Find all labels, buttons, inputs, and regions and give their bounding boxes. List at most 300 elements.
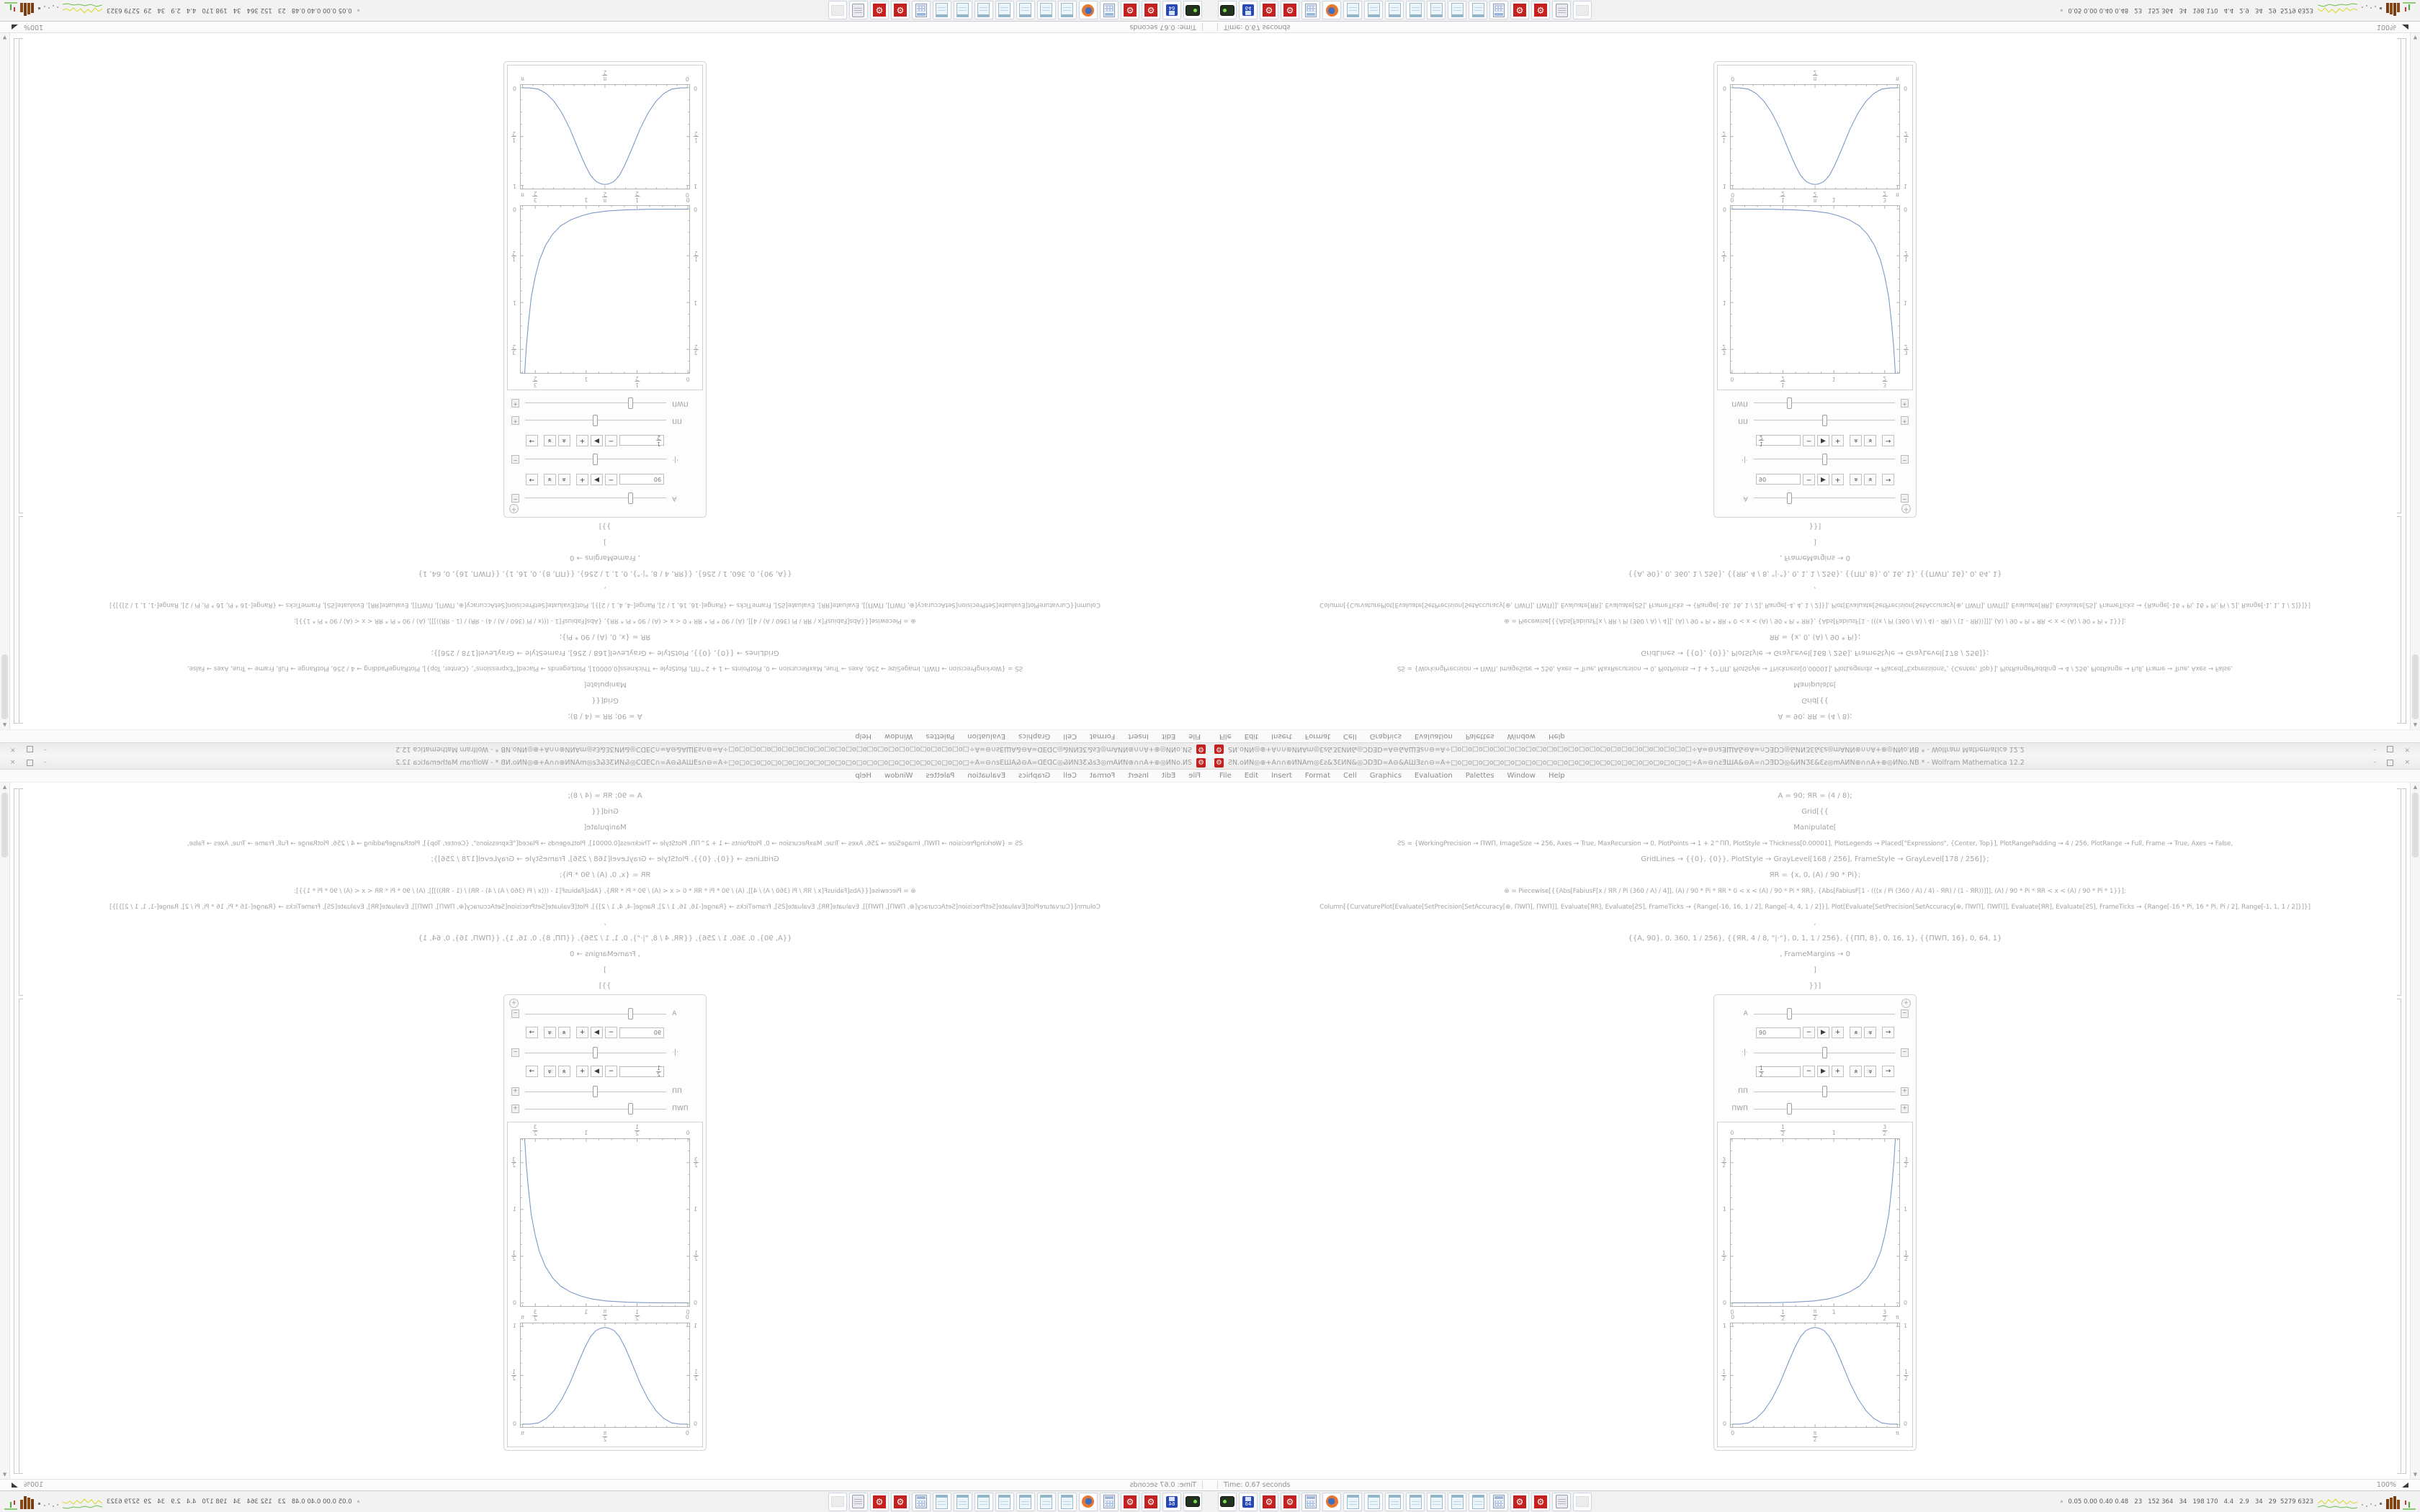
scrollbar-thumb[interactable] xyxy=(2412,793,2419,858)
magnification-level[interactable]: 100% xyxy=(2376,23,2396,31)
decrement-button[interactable]: − xyxy=(1803,474,1815,485)
calculator-icon[interactable] xyxy=(912,1493,931,1511)
menu-item-edit[interactable]: Edit xyxy=(1161,732,1176,740)
vertical-scrollbar[interactable] xyxy=(2410,33,2420,729)
media-drive-icon[interactable] xyxy=(1218,1493,1237,1511)
code-line[interactable]: ⊕ = Piecewise[{{Abs[FabiusF[x / ЯR / Pi (360 / A) / 4]], (A) / 90 * Pi * ЯR * 0 < x < (A) / 90 * Pi * ЯR}, {Abs[FabiusF[1 - (((x / Pi (360 / A) / 4) - ЯR) / (1 - ЯR))]]], (A) / 90 * Pi * ЯR < x < (A) / 90 * Pi * 1}}]; xyxy=(1504,617,2126,624)
floppy-64-icon[interactable] xyxy=(1162,1493,1181,1511)
menu-item-evaluation[interactable]: Evaluation xyxy=(967,732,1006,740)
menu-item-cell[interactable]: Cell xyxy=(1063,772,1077,780)
play-button[interactable]: ▶ xyxy=(1817,1066,1829,1077)
inactive-app-icon[interactable] xyxy=(828,1493,847,1511)
notepad-icon[interactable] xyxy=(1469,1,1487,20)
magnification-level[interactable]: 100% xyxy=(2376,1481,2396,1489)
slider-value-field[interactable]: $\frac{1}{2}$ xyxy=(619,1066,664,1077)
notepad-icon[interactable] xyxy=(1343,1493,1362,1511)
menu-item-edit[interactable]: Edit xyxy=(1244,772,1259,780)
notepad-icon[interactable] xyxy=(1364,1,1383,20)
slower-icon[interactable]: » xyxy=(544,474,556,485)
menu-item-window[interactable]: Window xyxy=(884,772,913,780)
menu-item-format[interactable]: Format xyxy=(1089,732,1116,740)
notepad-icon[interactable] xyxy=(1385,1493,1404,1511)
menu-item-insert[interactable]: Insert xyxy=(1128,772,1149,780)
play-button[interactable]: ▶ xyxy=(1817,435,1829,446)
menu-item-window[interactable]: Window xyxy=(1507,772,1536,780)
play-button[interactable]: ▶ xyxy=(1817,1027,1829,1038)
code-line[interactable]: Manipulate[ xyxy=(583,680,627,688)
cell-group-bracket[interactable] xyxy=(14,38,18,724)
close-button[interactable]: × xyxy=(10,746,16,754)
menu-item-window[interactable]: Window xyxy=(1507,732,1536,740)
slider-thumb[interactable] xyxy=(1822,1086,1827,1097)
slower-icon[interactable]: » xyxy=(1864,474,1876,485)
decrement-button[interactable]: − xyxy=(605,1027,617,1038)
notepad-icon[interactable] xyxy=(1016,1,1035,20)
slider-value-field[interactable]: 90 xyxy=(1756,474,1801,485)
slider-track[interactable] xyxy=(525,1047,666,1058)
code-line[interactable]: ⊕ = Piecewise[{{Abs[FabiusF[x / ЯR / Pi (360 / A) / 4]], (A) / 90 * Pi * ЯR * 0 < x < (A) / 90 * Pi * ЯR}, {Abs[FabiusF[1 - (((x / Pi (360 / A) / 4) - ЯR) / (1 - ЯR))]]], (A) / 90 * Pi * ЯR < x < (A) / 90 * Pi * 1}}]; xyxy=(294,617,916,624)
menu-item-format[interactable]: Format xyxy=(1304,732,1331,740)
input-cell-bracket[interactable] xyxy=(19,788,23,996)
slider-track[interactable] xyxy=(1754,454,1895,465)
menu-item-file[interactable]: File xyxy=(1219,772,1232,780)
code-line[interactable]: , FrameMargins → 0 xyxy=(1780,950,1850,958)
notepad-icon[interactable] xyxy=(1427,1,1446,20)
code-line[interactable]: Column[{CurvaturePlot[Evaluate[SetPrecision[SetAccuracy[⊕, ПWП], ПWП]], Evaluate[ЯR], Evaluate[ƧS], FrameTicks → {Range[-16, 16, 1 / 2], Range[-4, 4, 1 / 2]}], Plot[Evaluate[SetPrecision[SetAccuracy[⊕, ПWП], ПWП]], Evaluate[ЯR], Evaluate[ƧS], FrameTicks → {Range[-16 * Pi, 16 * Pi, Pi / 2], Range[-1, 1, 1 / 2]}]}] xyxy=(109,601,1101,608)
slider-value-field[interactable]: $\frac{1}{2}$ xyxy=(1756,1066,1801,1077)
slower-icon[interactable]: » xyxy=(544,1066,556,1077)
code-line[interactable]: ƧS = {WorkingPrecision → ПWП, ImageSize → 256, Axes → True, MaxRecursion → 0, PlotPoints → 1 + 2^ПП, PlotStyle → Thickness[0.00001], PlotLegends → Placed["Expressions", {Center, Top}], PlotRangePadding → 4 / 256, PlotRange → Full, Frame → True, Axes → False, xyxy=(187,840,1023,847)
increment-button[interactable]: + xyxy=(1832,435,1844,446)
menu-item-palettes[interactable]: Palettes xyxy=(926,772,955,780)
magnification-level[interactable]: 100% xyxy=(24,23,44,31)
window-title-bar[interactable] xyxy=(1210,756,2420,770)
notepad-icon[interactable] xyxy=(1385,1,1404,20)
menu-item-file[interactable]: File xyxy=(1188,732,1201,740)
code-line[interactable]: ] xyxy=(1814,538,1816,546)
collapse-controls-button[interactable]: − xyxy=(511,1048,519,1057)
scroll-up-icon[interactable]: ▲ xyxy=(2413,784,2418,790)
cell-group-bracket[interactable] xyxy=(2402,788,2406,1474)
expand-controls-button[interactable]: + xyxy=(511,416,519,425)
firefox-icon[interactable] xyxy=(1322,1,1341,20)
code-line[interactable]: Grid[{{ xyxy=(1801,696,1829,704)
code-line[interactable]: GridLines → {{0}, {0}}, PlotStyle → GrayLevel[168 / 256], FrameStyle → GrayLevel[178 / 256]}; xyxy=(1641,649,1989,657)
play-button[interactable]: ▶ xyxy=(1817,474,1829,485)
code-line[interactable]: Grid[{{ xyxy=(591,696,619,704)
collapse-controls-button[interactable]: − xyxy=(1901,455,1909,464)
notepad-icon[interactable] xyxy=(1406,1493,1425,1511)
floppy-64-icon[interactable] xyxy=(1162,1,1181,20)
slider-track[interactable] xyxy=(525,492,666,504)
output-cell-bracket[interactable] xyxy=(2397,38,2401,513)
slider-thumb[interactable] xyxy=(593,1047,598,1058)
slider-track[interactable] xyxy=(525,415,666,426)
code-line[interactable]: {{A, 90}, 0, 360, 1 / 256}, {{ЯR, 4 / 8, "|·"}, 0, 1, 1 / 256}, {{ПП, 8}, 0, 16, 1}, {{ПWП, 16}, 0, 64, 1} xyxy=(418,570,792,577)
input-cell[interactable] xyxy=(0,788,1210,994)
slider-value-field[interactable]: 1 2 xyxy=(1756,436,1801,446)
increment-button[interactable]: + xyxy=(1832,474,1844,485)
code-line[interactable]: , FrameMargins → 0 xyxy=(1780,554,1850,562)
notepad-icon[interactable] xyxy=(974,1493,993,1511)
increment-button[interactable]: + xyxy=(1832,1066,1844,1077)
vertical-scrollbar[interactable] xyxy=(0,783,10,1479)
collapse-controls-button[interactable]: − xyxy=(1901,1048,1909,1057)
mathematica-kernel-icon[interactable] xyxy=(1142,1493,1160,1511)
increment-button[interactable]: + xyxy=(576,1066,588,1077)
menu-item-palettes[interactable]: Palettes xyxy=(926,732,955,740)
notebook-area[interactable] xyxy=(1210,783,2420,1479)
calculator-icon[interactable] xyxy=(1301,1493,1320,1511)
magnification-menu-icon[interactable] xyxy=(12,1482,18,1488)
notepad-icon[interactable] xyxy=(954,1,972,20)
menu-item-insert[interactable]: Insert xyxy=(1271,772,1292,780)
slider-thumb[interactable] xyxy=(628,1103,633,1115)
collapse-controls-button[interactable]: − xyxy=(1901,494,1909,503)
input-cell-bracket[interactable] xyxy=(19,516,23,724)
slider-track[interactable] xyxy=(1754,1008,1895,1020)
code-line[interactable]: , xyxy=(1814,585,1816,593)
slower-icon[interactable]: » xyxy=(1864,435,1876,446)
slider-thumb[interactable] xyxy=(628,1008,633,1020)
scroll-icon[interactable] xyxy=(849,1,868,20)
mathematica-kernel-icon[interactable] xyxy=(1260,1,1278,20)
expand-controls-button[interactable]: + xyxy=(1901,1104,1909,1113)
slower-icon[interactable]: » xyxy=(1864,1027,1876,1038)
notepad-icon[interactable] xyxy=(995,1,1014,20)
tray-expand-icon[interactable]: « xyxy=(354,1500,362,1503)
play-button[interactable]: ▶ xyxy=(591,435,603,446)
decrement-button[interactable]: − xyxy=(605,435,617,446)
code-line[interactable]: GridLines → {{0}, {0}}, PlotStyle → GrayLevel[168 / 256], FrameStyle → GrayLevel[178 / 256]}; xyxy=(431,649,779,657)
notepad-icon[interactable] xyxy=(1469,1493,1487,1511)
faster-icon[interactable]: « xyxy=(558,435,570,446)
code-line[interactable]: ⊕ = Piecewise[{{Abs[FabiusF[x / ЯR / Pi (360 / A) / 4]], (A) / 90 * Pi * ЯR * 0 < x < (A) / 90 * Pi * ЯR}, {Abs[FabiusF[1 - (((x / Pi (360 / A) / 4) - ЯR) / (1 - ЯR))]]], (A) / 90 * Pi * ЯR < x < (A) / 90 * Pi * 1}}]; xyxy=(294,888,916,895)
code-line[interactable]: GridLines → {{0}, {0}}, PlotStyle → GrayLevel[168 / 256], FrameStyle → GrayLevel[178 / 256]}; xyxy=(1641,855,1989,863)
code-line[interactable]: {{A, 90}, 0, 360, 1 / 256}, {{ЯR, 4 / 8, "|·"}, 0, 1, 1 / 256}, {{ПП, 8}, 0, 16, 1}, {{ПWП, 16}, 0, 64, 1} xyxy=(1628,935,2002,942)
direction-icon[interactable]: → xyxy=(1882,1027,1894,1038)
calculator-icon[interactable] xyxy=(1100,1493,1119,1511)
decrement-button[interactable]: − xyxy=(1803,435,1815,446)
slider-thumb[interactable] xyxy=(628,492,633,504)
notepad-icon[interactable] xyxy=(1016,1493,1035,1511)
slider-thumb[interactable] xyxy=(1822,1047,1827,1058)
faster-icon[interactable]: « xyxy=(558,1066,570,1077)
input-cell[interactable] xyxy=(1210,788,2420,994)
faster-icon[interactable]: « xyxy=(558,474,570,485)
direction-icon[interactable]: → xyxy=(526,474,538,485)
faster-icon[interactable]: « xyxy=(1850,474,1862,485)
slider-thumb[interactable] xyxy=(1787,1103,1792,1115)
slider-value-field[interactable]: 90 xyxy=(619,1027,664,1038)
slider-value-field[interactable]: 90 xyxy=(619,474,664,485)
notepad-icon[interactable] xyxy=(1343,1,1362,20)
code-line[interactable]: ƧS = {WorkingPrecision → ПWП, ImageSize → 256, Axes → True, MaxRecursion → 0, PlotPoints → 1 + 2^ПП, PlotStyle → Thickness[0.00001], PlotLegends → Placed["Expressions", {Center, Top}], PlotRangePadding → 4 / 256, PlotRange → Full, Frame → True, Axes → False, xyxy=(1397,665,2233,672)
cell-group-bracket[interactable] xyxy=(14,788,18,1474)
tray-expand-icon[interactable]: « xyxy=(2058,9,2066,12)
code-line[interactable]: Column[{CurvaturePlot[Evaluate[SetPrecision[SetAccuracy[⊕, ПWП], ПWП]], Evaluate[ЯR], Evaluate[ƧS], FrameTicks → {Range[-16, 16, 1 / 2], Range[-4, 4, 1 / 2]}], Plot[Evaluate[SetPrecision[SetAccuracy[⊕, ПWП], ПWП]], Evaluate[ЯR], Evaluate[ƧS], FrameTicks → {Range[-16 * Pi, 16 * Pi, Pi / 2], Range[-1, 1, 1 / 2]}]}] xyxy=(1319,904,2311,911)
slider-thumb[interactable] xyxy=(628,397,633,409)
mathematica-kernel-icon[interactable] xyxy=(1510,1493,1529,1511)
collapse-controls-button[interactable]: − xyxy=(511,1009,519,1018)
slider-thumb[interactable] xyxy=(1787,492,1792,504)
faster-icon[interactable]: « xyxy=(1850,435,1862,446)
code-line[interactable]: Column[{CurvaturePlot[Evaluate[SetPrecision[SetAccuracy[⊕, ПWП], ПWП]], Evaluate[ЯR], Evaluate[ƧS], FrameTicks → {Range[-16, 16, 1 / 2], Range[-4, 4, 1 / 2]}], Plot[Evaluate[SetPrecision[SetAccuracy[⊕, ПWП], ПWП]], Evaluate[ЯR], Evaluate[ƧS], FrameTicks → {Range[-16 * Pi, 16 * Pi, Pi / 2], Range[-1, 1, 1 / 2]}]}] xyxy=(1319,601,2311,608)
menu-item-cell[interactable]: Cell xyxy=(1343,772,1357,780)
direction-icon[interactable]: → xyxy=(526,1066,538,1077)
scroll-down-icon[interactable]: ▼ xyxy=(2413,1472,2418,1477)
mathematica-kernel-icon[interactable] xyxy=(1510,1,1529,20)
decrement-button[interactable]: − xyxy=(605,1066,617,1077)
slider-value-field[interactable]: 90 xyxy=(1756,1027,1801,1038)
decrement-button[interactable]: − xyxy=(1803,1066,1815,1077)
slower-icon[interactable]: » xyxy=(1864,1066,1876,1077)
scroll-down-icon[interactable]: ▼ xyxy=(2,1472,7,1477)
media-drive-icon[interactable] xyxy=(1183,1493,1202,1511)
minimize-button[interactable]: – xyxy=(43,758,48,766)
play-button[interactable]: ▶ xyxy=(591,1066,603,1077)
code-line[interactable]: GridLines → {{0}, {0}}, PlotStyle → GrayLevel[168 / 256], FrameStyle → GrayLevel[178 / 256]}; xyxy=(431,855,779,863)
menu-item-palettes[interactable]: Palettes xyxy=(1465,772,1494,780)
menu-item-cell[interactable]: Cell xyxy=(1343,732,1357,740)
minimize-button[interactable]: – xyxy=(2372,746,2377,754)
notepad-icon[interactable] xyxy=(1406,1,1425,20)
menu-item-graphics[interactable]: Graphics xyxy=(1018,772,1051,780)
notepad-icon[interactable] xyxy=(1364,1493,1383,1511)
mathematica-kernel-icon[interactable] xyxy=(1121,1,1139,20)
slider-track[interactable] xyxy=(1754,415,1895,426)
slider-thumb[interactable] xyxy=(593,454,598,465)
manipulate-options-button[interactable]: + xyxy=(509,504,519,513)
code-line[interactable]: ] xyxy=(604,966,606,974)
scroll-icon[interactable] xyxy=(1552,1493,1571,1511)
slider-track[interactable] xyxy=(1754,492,1895,504)
tray-expand-icon[interactable]: « xyxy=(2058,1500,2066,1503)
play-button[interactable]: ▶ xyxy=(591,1027,603,1038)
mathematica-kernel-icon[interactable] xyxy=(870,1,889,20)
output-cell-bracket[interactable] xyxy=(19,38,23,513)
firefox-icon[interactable] xyxy=(1322,1493,1341,1511)
calculator-icon[interactable] xyxy=(1489,1493,1508,1511)
manipulate-options-button[interactable]: + xyxy=(509,999,519,1008)
slower-icon[interactable]: » xyxy=(544,1027,556,1038)
calculator-icon[interactable] xyxy=(1489,1,1508,20)
scrollbar-thumb[interactable] xyxy=(2412,654,2419,719)
code-line[interactable]: Grid[{{ xyxy=(591,808,619,816)
input-cell[interactable] xyxy=(1210,518,2420,724)
menu-item-format[interactable]: Format xyxy=(1304,772,1331,780)
notepad-icon[interactable] xyxy=(995,1493,1014,1511)
code-line[interactable]: ⊕ = Piecewise[{{Abs[FabiusF[x / ЯR / Pi (360 / A) / 4]], (A) / 90 * Pi * ЯR * 0 < x < (A) / 90 * Pi * ЯR}, {Abs[FabiusF[1 - (((x / Pi (360 / A) / 4) - ЯR) / (1 - ЯR))]]], (A) / 90 * Pi * ЯR < x < (A) / 90 * Pi * 1}}]; xyxy=(1504,888,2126,895)
close-button[interactable]: × xyxy=(10,758,16,766)
mathematica-kernel-icon[interactable] xyxy=(870,1493,889,1511)
menu-item-palettes[interactable]: Palettes xyxy=(1465,732,1494,740)
code-line[interactable]: Manipulate[ xyxy=(583,824,627,832)
expand-controls-button[interactable]: + xyxy=(1901,1087,1909,1096)
mathematica-kernel-icon[interactable] xyxy=(891,1493,910,1511)
slider-thumb[interactable] xyxy=(1787,1008,1792,1020)
decrement-button[interactable]: − xyxy=(605,474,617,485)
slider-track[interactable] xyxy=(1754,1047,1895,1058)
faster-icon[interactable]: « xyxy=(1850,1066,1862,1077)
close-button[interactable]: × xyxy=(2404,758,2410,766)
code-line[interactable]: Manipulate[ xyxy=(1793,680,1837,688)
menu-item-graphics[interactable]: Graphics xyxy=(1369,772,1402,780)
inactive-app-icon[interactable] xyxy=(1573,1493,1592,1511)
slider-track[interactable] xyxy=(525,454,666,465)
slider-thumb[interactable] xyxy=(593,1086,598,1097)
slower-icon[interactable]: » xyxy=(544,435,556,446)
expand-controls-button[interactable]: + xyxy=(511,1104,519,1113)
menu-item-insert[interactable]: Insert xyxy=(1271,732,1292,740)
manipulate-options-button[interactable]: + xyxy=(1901,999,1911,1008)
notepad-icon[interactable] xyxy=(954,1493,972,1511)
input-cell-bracket[interactable] xyxy=(2397,788,2401,996)
direction-icon[interactable]: → xyxy=(1882,474,1894,485)
notepad-icon[interactable] xyxy=(1058,1,1077,20)
scroll-down-icon[interactable]: ▼ xyxy=(2,35,7,40)
notepad-icon[interactable] xyxy=(1037,1,1056,20)
slider-thumb[interactable] xyxy=(593,415,598,426)
menu-item-help[interactable]: Help xyxy=(855,772,872,780)
code-line[interactable]: , xyxy=(604,919,606,927)
menu-item-graphics[interactable]: Graphics xyxy=(1018,732,1051,740)
slider-thumb[interactable] xyxy=(1787,397,1792,409)
window-title-bar[interactable] xyxy=(0,756,1210,770)
code-line[interactable]: }}] xyxy=(599,522,611,530)
code-line[interactable]: ƧS = {WorkingPrecision → ПWП, ImageSize → 256, Axes → True, MaxRecursion → 0, PlotPoints → 1 + 2^ПП, PlotStyle → Thickness[0.00001], PlotLegends → Placed["Expressions", {Center, Top}], PlotRangePadding → 4 / 256, PlotRange → Full, Frame → True, Axes → False, xyxy=(187,665,1023,672)
code-line[interactable]: }}] xyxy=(1809,982,1821,990)
slider-track[interactable] xyxy=(525,1086,666,1097)
code-line[interactable]: , FrameMargins → 0 xyxy=(570,554,640,562)
increment-button[interactable]: + xyxy=(576,435,588,446)
code-line[interactable]: A = 90; ЯR = (4 / 8); xyxy=(568,712,642,720)
code-line[interactable]: ЯR = {x, 0, (A) / 90 * Pi}; xyxy=(1769,633,1861,641)
code-line[interactable]: ] xyxy=(1814,966,1816,974)
scroll-up-icon[interactable]: ▲ xyxy=(2413,722,2418,728)
menu-item-file[interactable]: File xyxy=(1219,732,1232,740)
collapse-controls-button[interactable]: − xyxy=(511,455,519,464)
code-line[interactable]: }}] xyxy=(599,982,611,990)
minimize-button[interactable]: – xyxy=(2372,758,2377,766)
code-line[interactable]: ] xyxy=(604,538,606,546)
tray-expand-icon[interactable]: « xyxy=(354,9,362,12)
code-line[interactable]: {{A, 90}, 0, 360, 1 / 256}, {{ЯR, 4 / 8, "|·"}, 0, 1, 1 / 256}, {{ПП, 8}, 0, 16, 1}, {{ПWП, 16}, 0, 64, 1} xyxy=(418,935,792,942)
mathematica-kernel-icon[interactable] xyxy=(891,1,910,20)
maximize-button[interactable] xyxy=(2387,760,2393,766)
magnification-level[interactable]: 100% xyxy=(24,1481,44,1489)
code-line[interactable]: , FrameMargins → 0 xyxy=(570,950,640,958)
code-line[interactable]: , xyxy=(604,585,606,593)
code-line[interactable]: ЯR = {x, 0, (A) / 90 * Pi}; xyxy=(559,871,651,879)
mathematica-kernel-icon[interactable] xyxy=(1260,1493,1278,1511)
menu-item-format[interactable]: Format xyxy=(1089,772,1116,780)
mathematica-kernel-icon[interactable] xyxy=(1531,1493,1550,1511)
menu-item-window[interactable]: Window xyxy=(884,732,913,740)
expand-controls-button[interactable]: + xyxy=(1901,399,1909,408)
calculator-icon[interactable] xyxy=(1100,1,1119,20)
decrement-button[interactable]: − xyxy=(1803,1027,1815,1038)
firefox-icon[interactable] xyxy=(1079,1493,1098,1511)
menu-item-edit[interactable]: Edit xyxy=(1161,772,1176,780)
vertical-scrollbar[interactable] xyxy=(2410,783,2420,1479)
code-line[interactable]: A = 90; ЯR = (4 / 8); xyxy=(568,792,642,800)
code-line[interactable]: Manipulate[ xyxy=(1793,824,1837,832)
input-cell-bracket[interactable] xyxy=(2397,516,2401,724)
calculator-icon[interactable] xyxy=(1301,1,1320,20)
menu-item-evaluation[interactable]: Evaluation xyxy=(1414,772,1453,780)
maximize-button[interactable] xyxy=(27,747,33,753)
notebook-area[interactable] xyxy=(0,783,1210,1479)
increment-button[interactable]: + xyxy=(1832,1027,1844,1038)
slider-track[interactable] xyxy=(1754,1086,1895,1097)
maximize-button[interactable] xyxy=(27,760,33,766)
menu-item-help[interactable]: Help xyxy=(1548,732,1565,740)
magnification-menu-icon[interactable] xyxy=(2402,1482,2408,1488)
media-drive-icon[interactable] xyxy=(1218,1,1237,20)
code-line[interactable]: ЯR = {x, 0, (A) / 90 * Pi}; xyxy=(559,633,651,641)
maximize-button[interactable] xyxy=(2387,747,2393,753)
notebook-area[interactable] xyxy=(0,33,1210,729)
scrollbar-thumb[interactable] xyxy=(1,793,8,858)
manipulate-options-button[interactable]: + xyxy=(1901,504,1911,513)
notebook-area[interactable] xyxy=(1210,33,2420,729)
code-line[interactable]: A = 90; ЯR = (4 / 8); xyxy=(1778,712,1852,720)
mathematica-kernel-icon[interactable] xyxy=(1281,1493,1299,1511)
menu-item-evaluation[interactable]: Evaluation xyxy=(1414,732,1453,740)
mathematica-kernel-icon[interactable] xyxy=(1121,1493,1139,1511)
scrollbar-thumb[interactable] xyxy=(1,654,8,719)
menu-item-file[interactable]: File xyxy=(1188,772,1201,780)
media-drive-icon[interactable] xyxy=(1183,1,1202,20)
vertical-scrollbar[interactable] xyxy=(0,33,10,729)
firefox-icon[interactable] xyxy=(1079,1,1098,20)
slider-track[interactable] xyxy=(1754,397,1895,409)
calculator-icon[interactable] xyxy=(912,1,931,20)
slider-thumb[interactable] xyxy=(1822,454,1827,465)
floppy-64-icon[interactable] xyxy=(1239,1493,1258,1511)
mathematica-kernel-icon[interactable] xyxy=(1531,1,1550,20)
direction-icon[interactable]: → xyxy=(526,435,538,446)
input-cell[interactable] xyxy=(0,518,1210,724)
collapse-controls-button[interactable]: − xyxy=(1901,1009,1909,1018)
notepad-icon[interactable] xyxy=(1427,1493,1446,1511)
slider-track[interactable] xyxy=(1754,1103,1895,1115)
code-line[interactable]: {{A, 90}, 0, 360, 1 / 256}, {{ЯR, 4 / 8, "|·"}, 0, 1, 1 / 256}, {{ПП, 8}, 0, 16, 1}, {{ПWП, 16}, 0, 64, 1} xyxy=(1628,570,2002,577)
scroll-icon[interactable] xyxy=(849,1493,868,1511)
mathematica-kernel-icon[interactable] xyxy=(1142,1,1160,20)
code-line[interactable]: A = 90; ЯR = (4 / 8); xyxy=(1778,792,1852,800)
output-cell-bracket[interactable] xyxy=(19,999,23,1474)
scroll-up-icon[interactable]: ▲ xyxy=(2,784,7,790)
notepad-icon[interactable] xyxy=(1058,1493,1077,1511)
direction-icon[interactable]: → xyxy=(1882,1066,1894,1077)
window-title-bar[interactable] xyxy=(0,742,1210,756)
close-button[interactable]: × xyxy=(2404,746,2410,754)
notepad-icon[interactable] xyxy=(933,1493,951,1511)
faster-icon[interactable]: « xyxy=(558,1027,570,1038)
code-line[interactable]: ƧS = {WorkingPrecision → ПWП, ImageSize → 256, Axes → True, MaxRecursion → 0, PlotPoints → 1 + 2^ПП, PlotStyle → Thickness[0.00001], PlotLegends → Placed["Expressions", {Center, Top}], PlotRangePadding → 4 / 256, PlotRange → Full, Frame → True, Axes → False, xyxy=(1397,840,2233,847)
expand-controls-button[interactable]: + xyxy=(1901,416,1909,425)
faster-icon[interactable]: « xyxy=(1850,1027,1862,1038)
expand-controls-button[interactable]: + xyxy=(511,1087,519,1096)
menu-item-help[interactable]: Help xyxy=(1548,772,1565,780)
code-line[interactable]: Column[{CurvaturePlot[Evaluate[SetPrecision[SetAccuracy[⊕, ПWП], ПWП]], Evaluate[ЯR], Evaluate[ƧS], FrameTicks → {Range[-16, 16, 1 / 2], Range[-4, 4, 1 / 2]}], Plot[Evaluate[SetPrecision[SetAccuracy[⊕, ПWП], ПWП]], Evaluate[ЯR], Evaluate[ƧS], FrameTicks → {Range[-16 * Pi, 16 * Pi, Pi / 2], Range[-1, 1, 1 / 2]}]}] xyxy=(109,904,1101,911)
slider-track[interactable] xyxy=(525,1103,666,1115)
menu-item-insert[interactable]: Insert xyxy=(1128,732,1149,740)
slider-track[interactable] xyxy=(525,1008,666,1020)
slider-value-field[interactable]: 1 2 xyxy=(619,436,664,446)
